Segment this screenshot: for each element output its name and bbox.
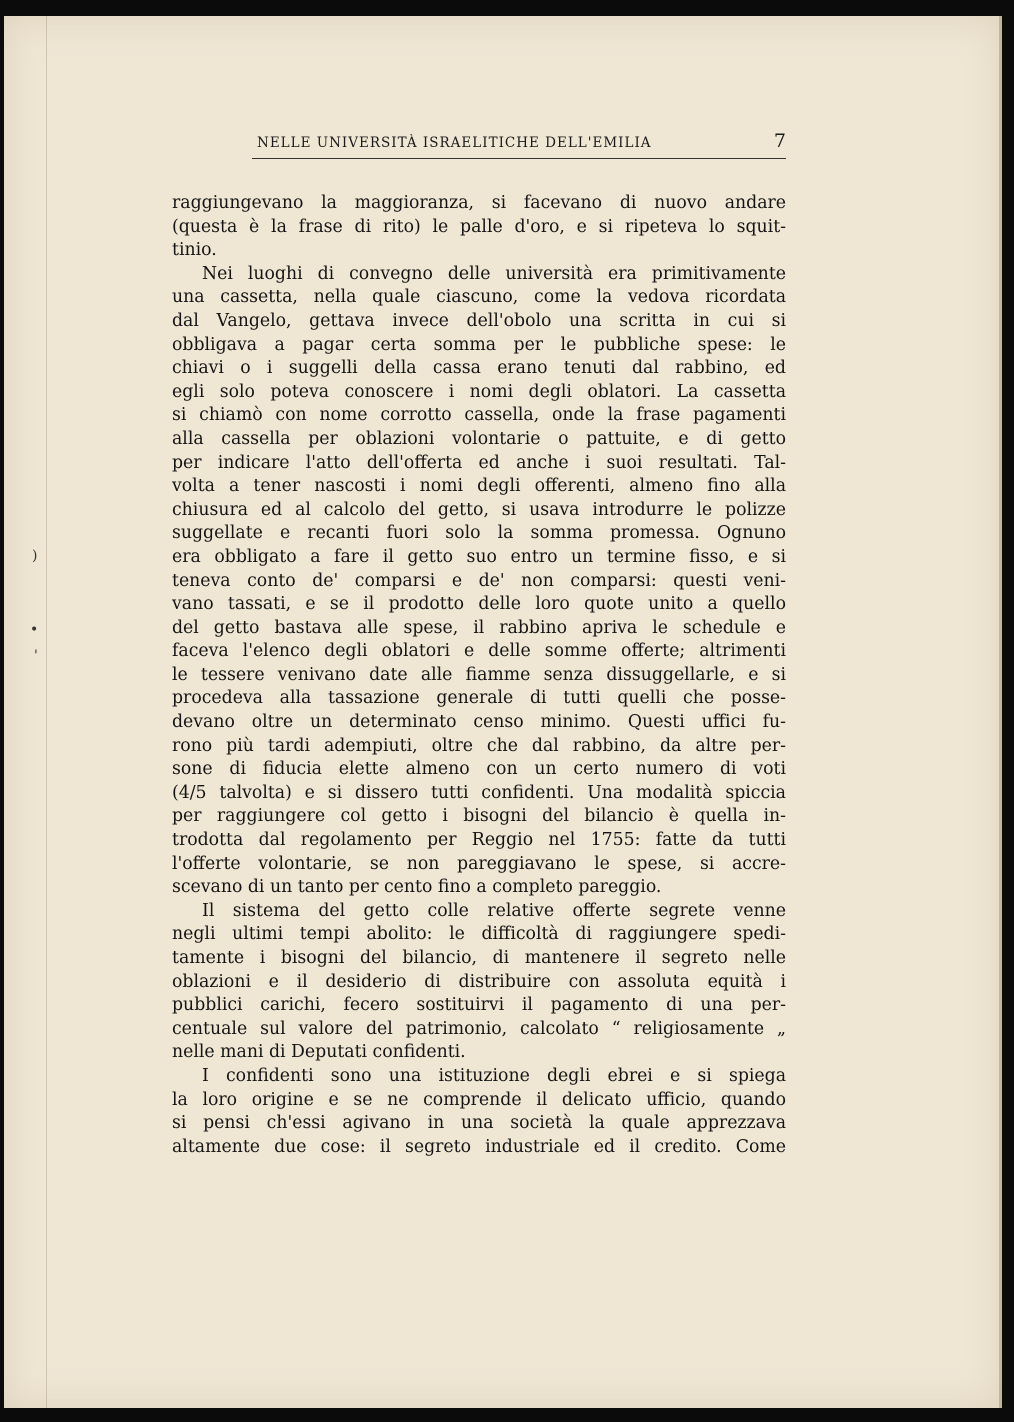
text-line: sone di fiducia elette almeno con un certo numero di voti	[172, 759, 786, 780]
text-line: dal Vangelo, gettava invece dell'obolo una scritta in cui si	[172, 310, 786, 331]
text-line: trodotta dal regolamento per Reggio nel 1755: fatte da tutti	[172, 830, 786, 851]
text-line: teneva conto de' comparsi e de' non comparsi: questi veni-	[172, 570, 786, 591]
text-line: procedeva alla tassazione generale di tutti quelli che posse-	[172, 688, 786, 709]
text-line: chiavi o i suggelli della cassa erano tenuti dal rabbino, ed	[172, 358, 786, 379]
gutter-line	[46, 16, 47, 1408]
text-line: tinio.	[172, 240, 217, 261]
text-line: volta a tener nascosti i nomi degli offerenti, almeno fino alla	[172, 476, 786, 497]
text-line: alla cassella per oblazioni volontarie o pattuite, e di getto	[172, 428, 786, 449]
text-line: si pensi ch'essi agivano in una società la quale apprezzava	[172, 1113, 786, 1134]
text-line: nelle mani di Deputati confidenti.	[172, 1042, 466, 1063]
margin-mark: )	[32, 548, 38, 564]
text-line: obbligava a pagar certa somma per le pubbliche spese: le	[172, 334, 786, 355]
text-line: del getto bastava alle spese, il rabbino apriva le schedule e	[172, 617, 786, 638]
text-line: scevano di un tanto per cento fino a completo pareggio.	[172, 877, 662, 898]
text-line: (questa è la frase di rito) le palle d'oro, e si ripeteva lo squit-	[172, 216, 786, 237]
text-line: l'offerte volontarie, se non pareggiavano le spese, si accre-	[172, 853, 786, 874]
paragraph-start: Il sistema del getto colle relative offerte segrete venne	[202, 900, 786, 921]
paragraph-start: I confidenti sono una istituzione degli ebrei e si spiega	[202, 1065, 786, 1086]
text-line: raggiungevano la maggioranza, si facevano di nuovo andare	[172, 193, 786, 213]
text-line: per indicare l'atto dell'offerta ed anche i suoi resultati. Tal-	[172, 452, 786, 473]
text-line: chiusura ed al calcolo del getto, si usava introdurre le polizze	[172, 499, 786, 520]
text-line: (4/5 talvolta) e si dissero tutti confidenti. Una modalità spiccia	[172, 782, 786, 803]
text-line: tamente i bisogni del bilancio, di mantenere il segreto nelle	[172, 948, 786, 968]
margin-mark: •	[30, 622, 39, 638]
text-line: devano oltre un determinato censo minimo. Questi uffici fu-	[172, 712, 786, 733]
text-line: una cassetta, nella quale ciascuno, come la vedova ricordata	[172, 287, 786, 308]
text-line: pubblici carichi, fecero sostituirvi il pagamento di una per-	[172, 995, 786, 1016]
text-line: egli solo poteva conoscere i nomi degli oblatori. La cassetta	[172, 381, 786, 402]
running-title: NELLE UNIVERSITÀ ISRAELITICHE DELL'EMILIA	[257, 135, 652, 151]
text-line: rono più tardi adempiuti, oltre che dal rabbino, da altre per-	[172, 735, 786, 756]
text-line: per raggiungere col getto i bisogni del bilancio è quella in-	[172, 806, 786, 827]
text-line: si chiamò con nome corrotto cassella, onde la frase pagamenti	[172, 405, 786, 426]
paragraph-start: Nei luoghi di convegno delle università era primitivamente	[202, 263, 786, 284]
text-line: oblazioni e il desiderio di distribuire con assoluta equità i	[172, 971, 786, 992]
page-edge	[999, 16, 1002, 1408]
text-line: la loro origine e se ne comprende il delicato ufficio, quando	[172, 1089, 786, 1110]
body-text	[172, 192, 786, 1159]
margin-mark: '	[34, 648, 38, 664]
running-head	[252, 130, 786, 159]
text-line: suggellate e recanti fuori solo la somma promessa. Ognuno	[172, 523, 786, 544]
text-line: le tessere venivano date alle fiamme senza dissuggellarle, e si	[172, 664, 786, 685]
text-line: centuale sul valore del patrimonio, calcolato “ religiosamente „	[172, 1018, 786, 1039]
text-line: era obbligato a fare il getto suo entro un termine fisso, e si	[172, 546, 786, 567]
text-line: altamente due cose: il segreto industriale ed il credito. Come	[172, 1136, 786, 1157]
text-line: faceva l'elenco degli oblatori e delle somme offerte; altrimenti	[172, 641, 786, 662]
page-number: 7	[773, 130, 786, 152]
text-line: negli ultimi tempi abolito: le difficoltà di raggiungere spedi-	[172, 924, 786, 945]
text-line: vano tassati, e se il prodotto delle loro quote unito a quello	[172, 594, 786, 615]
